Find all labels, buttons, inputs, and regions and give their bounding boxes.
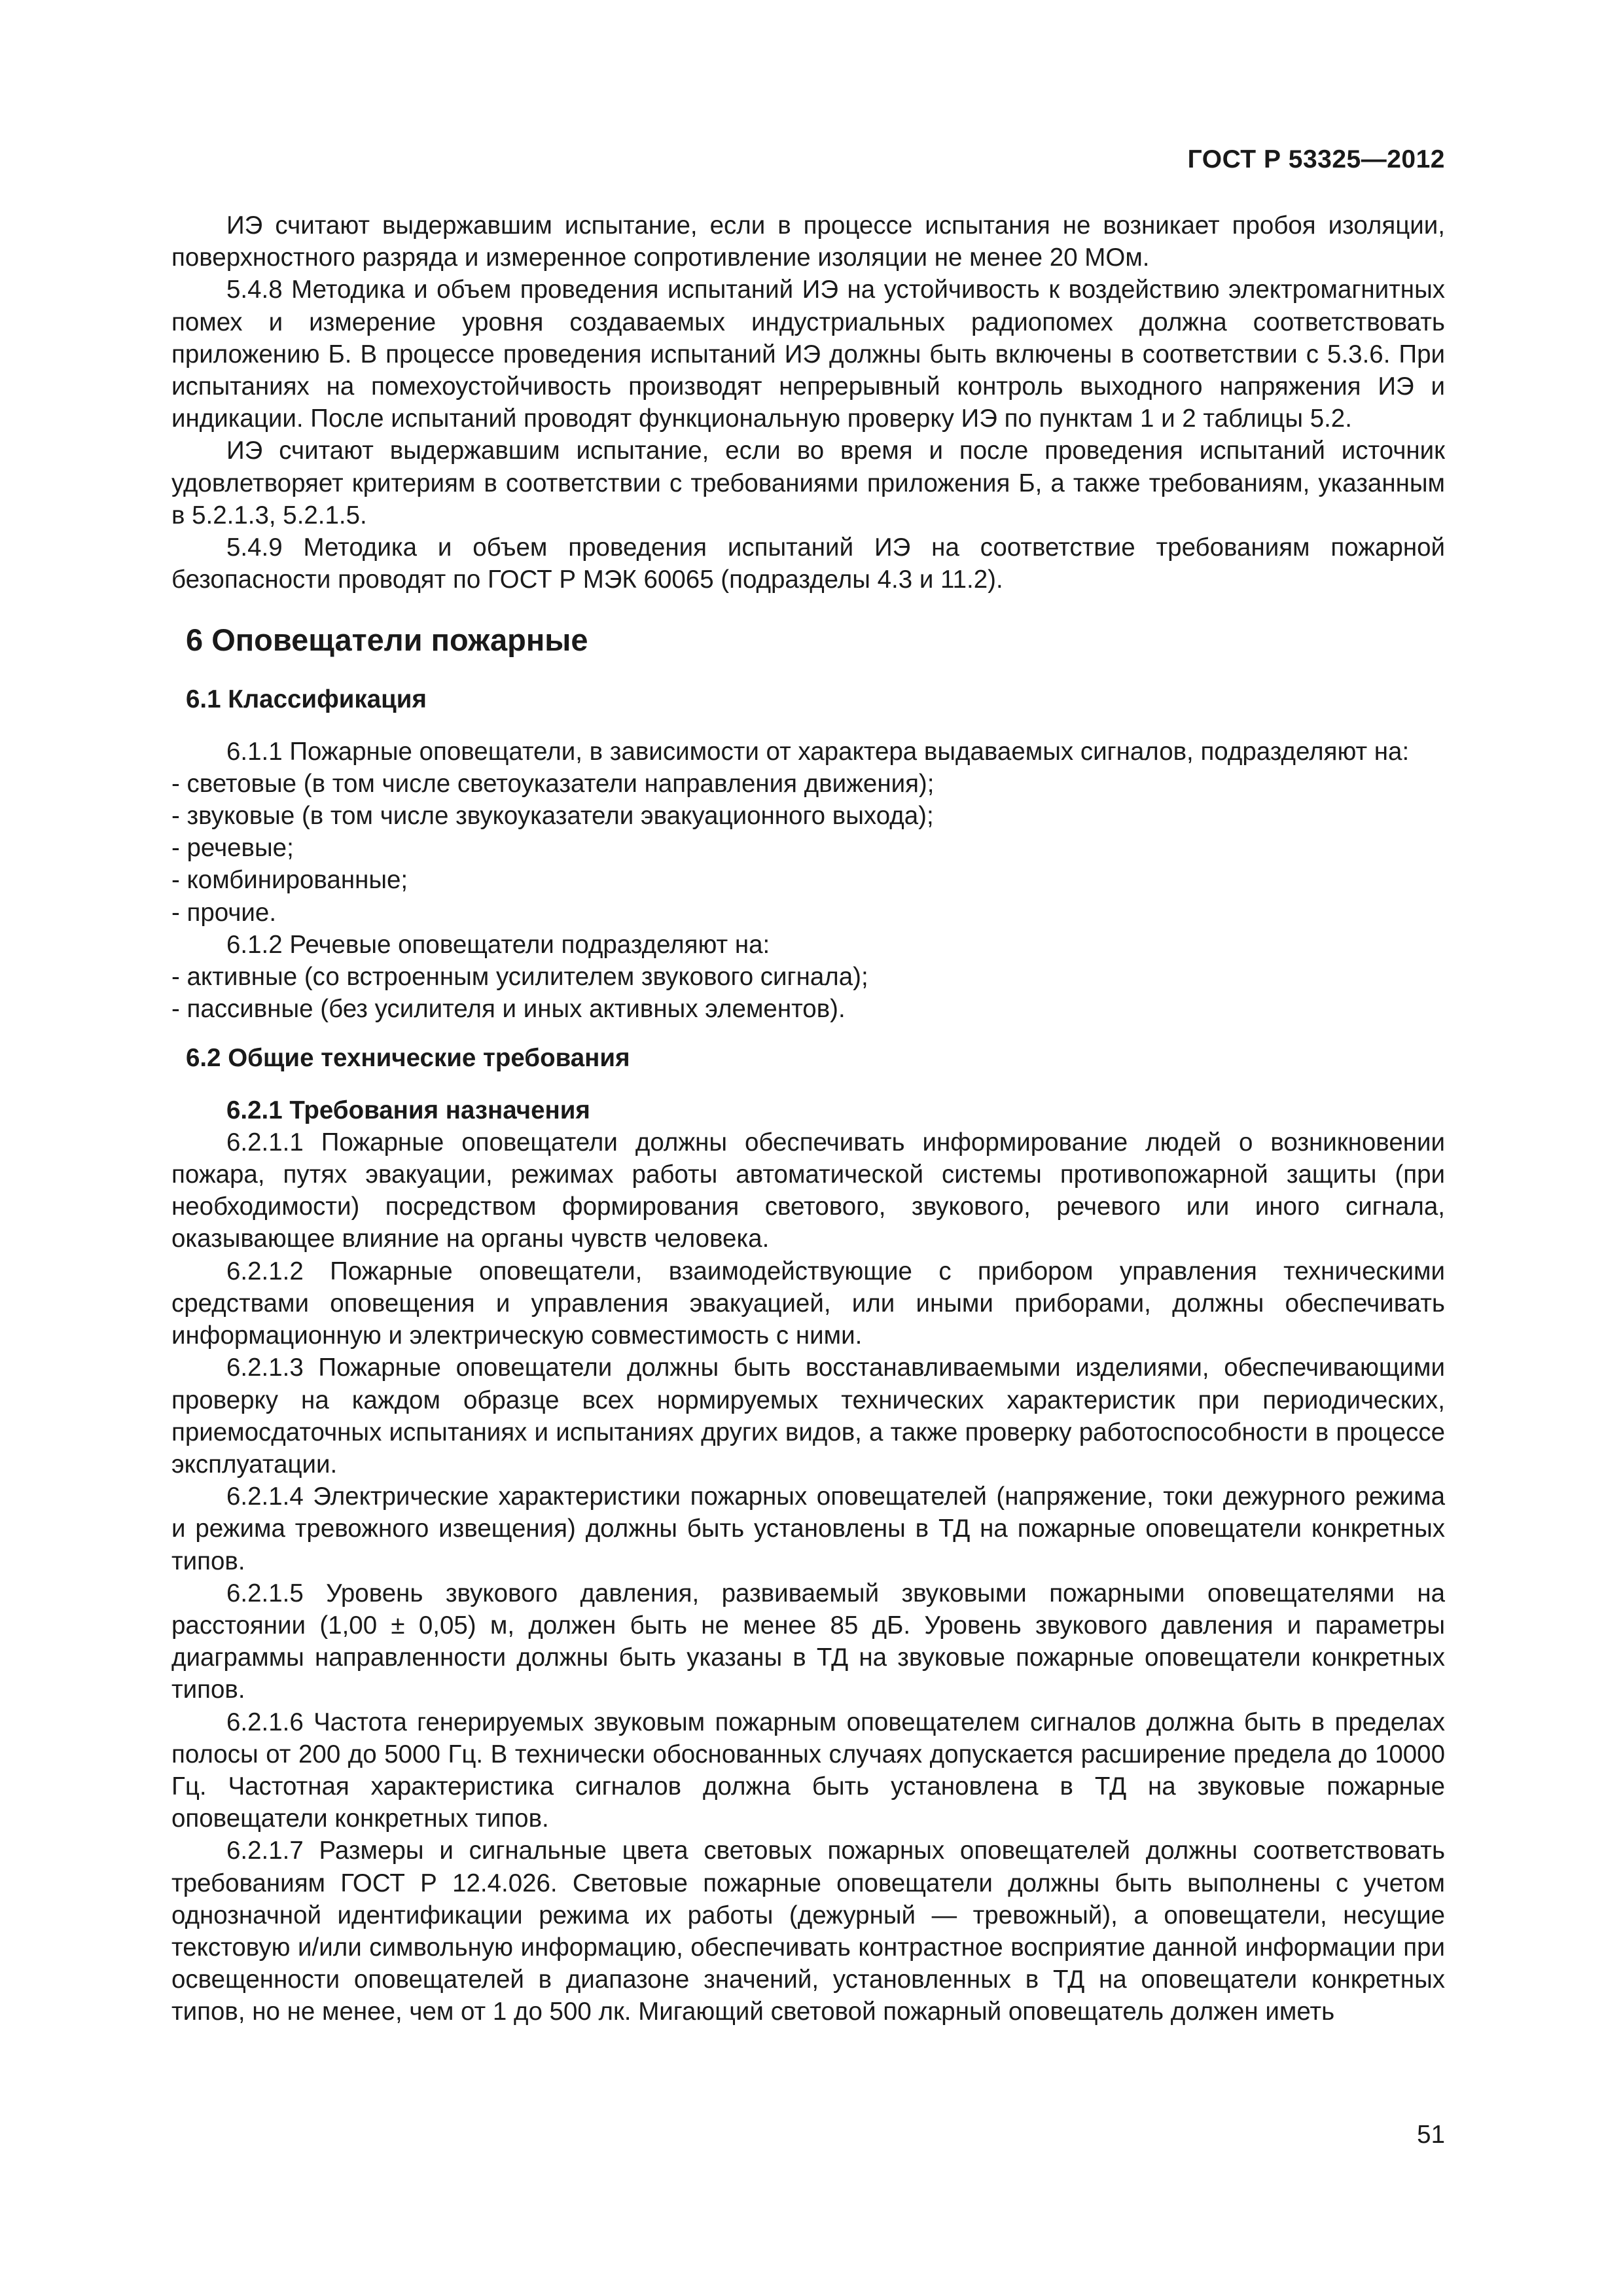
document-body	[171, 209, 1445, 2028]
paragraph: 5.4.9 Методика и объем проведения испытаний ИЭ на соответствие требованиям пожарной безопасности проводят по ГОСТ Р МЭК 60065 (подразделы 4.3 и 11.2).	[171, 533, 1445, 594]
list-item: - пассивные (без усилителя и иных активных элементов).	[171, 995, 846, 1024]
paragraph: 6.2.1.3 Пожарные оповещатели должны быть восстанавливаемыми изделиями, обеспечивающими проверку на каждом образце всех нормируемых технических характеристик при периодических, приемосдаточных испытаниях и испытаниях других видов, а также проверку работоспособности в процессе эксплуатации.	[171, 1354, 1445, 1479]
paragraph: 5.4.8 Методика и объем проведения испытаний ИЭ на устойчивость к воздействию электромагнитных помех и измерение уровня создаваемых индустриальных радиопомех должна соответствовать приложению Б. В процессе проведения испытаний ИЭ должны быть включены в соответствии с 5.3.6. При испытаниях на помехоустойчивость производят непрерывный контроль выходного напряжения ИЭ и индикации. После испытаний проводят функциональную проверку ИЭ по пунктам 1 и 2 таблицы 5.2.	[171, 276, 1445, 433]
paragraph: ИЭ считают выдержавшим испытание, если во время и после проведения испытаний источник удовлетворяет критериям в соответствии с требованиями приложения Б, а также требованиям, указанным в 5.2.1.3, 5.2.1.5.	[171, 437, 1445, 529]
subsection-heading: 6.2 Общие технические требования	[186, 1044, 630, 1073]
list-item: - комбинированные;	[171, 866, 408, 895]
paragraph: 6.2.1.6 Частота генерируемых звуковым пожарным оповещателем сигналов должна быть в пределах полосы от 200 до 5000 Гц. В технически обоснованных случаях допускается расширение предела до 10000 Гц. Частотная характеристика сигналов должна быть установлена в ТД на звуковые пожарные оповещатели конкретных типов.	[171, 1708, 1445, 1833]
list-item: - активные (со встроенным усилителем звукового сигнала);	[171, 963, 868, 992]
list-item: - звуковые (в том числе звукоуказатели эвакуационного выхода);	[171, 802, 934, 831]
paragraph: 6.2.1.7 Размеры и сигнальные цвета световых пожарных оповещателей должны соответствовать требованиям ГОСТ Р 12.4.026. Световые пожарные оповещатели должны быть выполнены с учетом однозначной идентификации режима их работы (дежурный — тревожный), а оповещатели, несущие текстовую и/или символьную информацию, обеспечивать контрастное восприятие данной информации при освещенности оповещателей в диапазоне значений, установленных в ТД на оповещатели конкретных типов, но не менее, чем от 1 до 500 лк. Мигающий световой пожарный оповещатель должен иметь	[171, 1837, 1445, 2026]
subsection-heading: 6.1 Классификация	[186, 685, 427, 714]
paragraph: 6.2.1.5 Уровень звукового давления, развиваемый звуковыми пожарными оповещателями на расстоянии (1,00 ± 0,05) м, должен быть не менее 85 дБ. Уровень звукового давления и параметры диаграммы направленности должны быть указаны в ТД на звуковые пожарные оповещатели конкретных типов.	[171, 1579, 1445, 1704]
list-item: - речевые;	[171, 834, 294, 863]
paragraph: 6.2.1.4 Электрические характеристики пожарных оповещателей (напряжение, токи дежурного режима и режима тревожного извещения) должны быть установлены в ТД на пожарные оповещатели конкретных типов.	[171, 1482, 1445, 1575]
paragraph: 6.2.1.2 Пожарные оповещатели, взаимодействующие с прибором управления техническими средствами оповещения и управления эвакуацией, или иными приборами, должны обеспечивать информационную и электрическую совместимость с ними.	[171, 1257, 1445, 1350]
section-heading: 6 Оповещатели пожарные	[186, 622, 588, 658]
paragraph: ИЭ считают выдержавшим испытание, если в процессе испытания не возникает пробоя изоляции, поверхностного разряда и измеренное сопротивление изоляции не менее 20 МОм.	[171, 211, 1445, 272]
document-header: ГОСТ Р 53325—2012	[1187, 145, 1445, 173]
paragraph: 6.1.2 Речевые оповещатели подразделяют на:	[226, 930, 770, 959]
subsubsection-heading: 6.2.1 Требования назначения	[226, 1096, 590, 1124]
list-item: - прочие.	[171, 898, 277, 927]
page-number: 51	[1417, 2121, 1445, 2149]
paragraph: 6.1.1 Пожарные оповещатели, в зависимости от характера выдаваемых сигналов, подразделяют на:	[226, 737, 1410, 766]
paragraph: 6.2.1.1 Пожарные оповещатели должны обеспечивать информирование людей о возникновении пожара, путях эвакуации, режимах работы автоматической системы противопожарной защиты (при необходимости) посредством формирования светового, звукового, речевого или иного сигнала, оказывающее влияние на органы чувств человека.	[171, 1128, 1445, 1253]
list-item: - световые (в том числе светоуказатели направления движения);	[171, 769, 935, 798]
